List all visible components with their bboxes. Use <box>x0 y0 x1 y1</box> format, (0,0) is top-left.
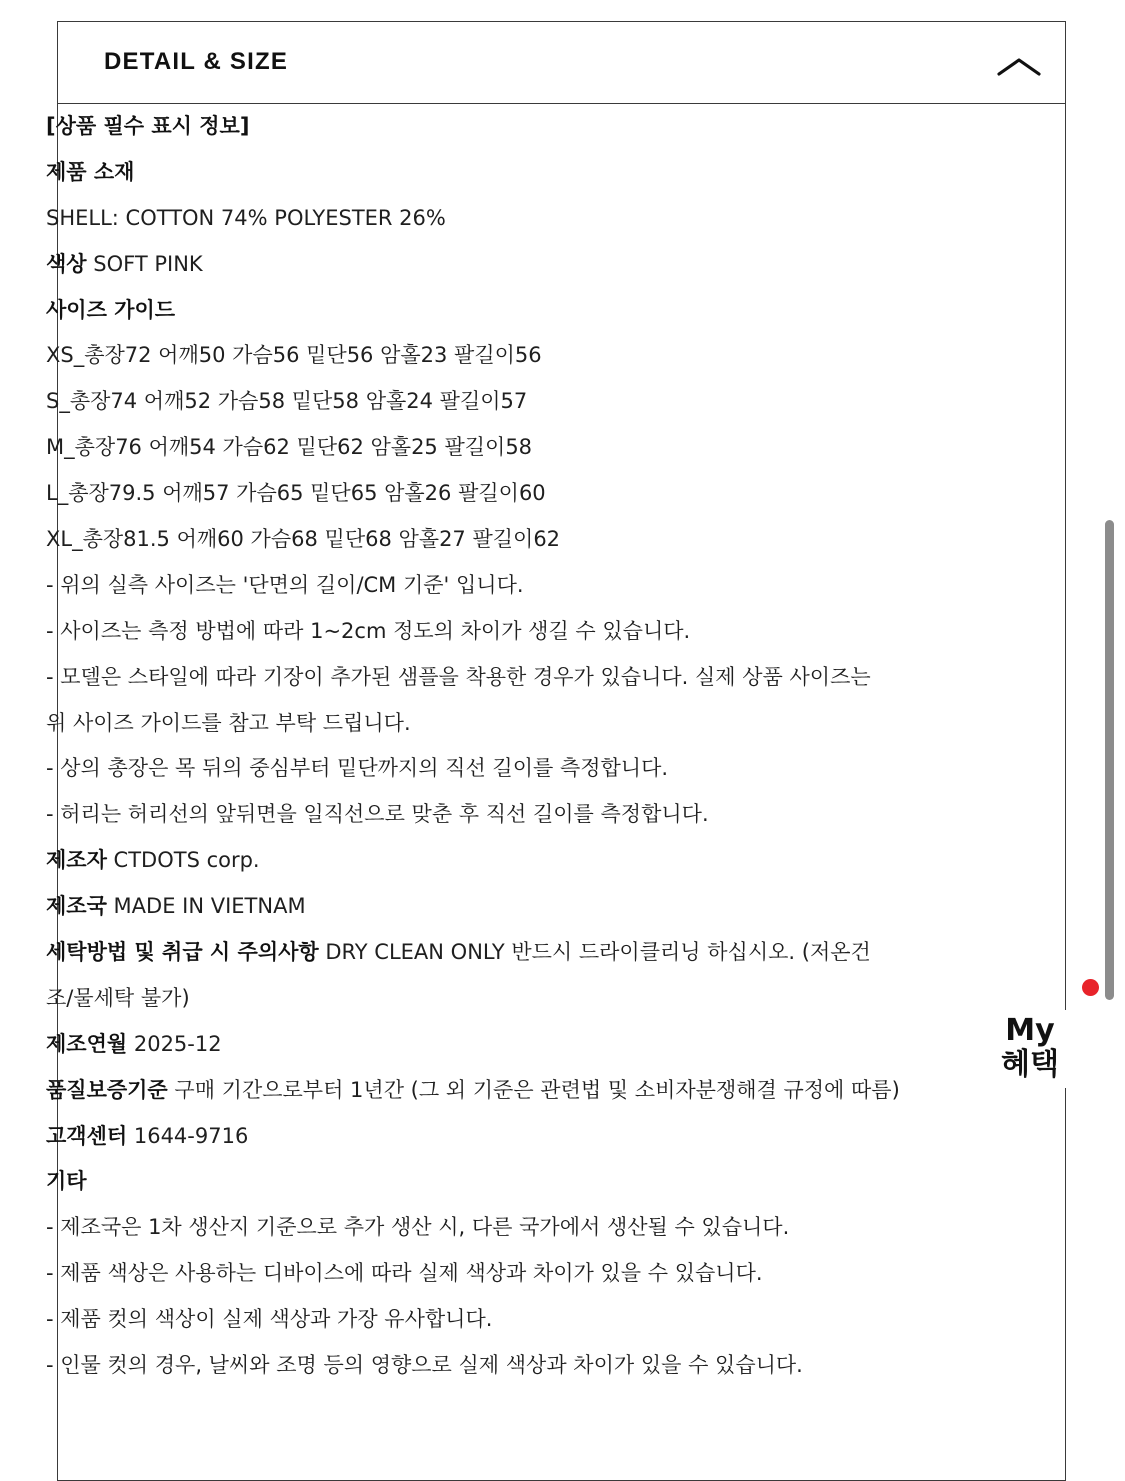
my-benefit-button[interactable] <box>990 1010 1070 1088</box>
warranty-value: 구매 기간으로부터 1년간 (그 외 기준은 관련법 및 소비자분쟁해결 규정에 따 <box>174 1077 872 1102</box>
color-row <box>46 242 966 288</box>
care-value: DRY CLEAN ONLY 반드시 드라이클리닝 하십시오. (저온건 <box>325 940 871 965</box>
etc-note: - 제품 컷의 색상이 실제 색상과 가장 유사합니다. <box>46 1307 493 1332</box>
manufacturer-row <box>46 838 966 884</box>
country-row <box>46 884 966 930</box>
size-note: - 상의 총장은 목 뒤의 중심부터 밑단까지의 직선 길이를 측정합니다. <box>46 756 669 781</box>
color-label: 색상 <box>46 251 87 276</box>
care-label: 세탁방법 및 취급 시 주의사항 <box>46 940 319 965</box>
customer-center-value: 1644-9716 <box>133 1123 249 1148</box>
size-row-s: S_총장74 어깨52 가슴58 밑단58 암홀24 팔길이57 <box>46 389 528 414</box>
etc-note: - 제조국은 1차 생산지 기준으로 추가 생산 시, 다른 국가에서 생산될 수 있습니다. <box>46 1215 790 1240</box>
etc-note: - 제품 색상은 사용하는 디바이스에 따라 실제 색상과 차이가 있을 수 있습니다. <box>46 1261 763 1286</box>
size-row-xl: XL_총장81.5 어깨60 가슴68 밑단68 암홀27 팔길이62 <box>46 527 561 552</box>
scrollbar[interactable] <box>1105 520 1114 1000</box>
manufacture-date-value: 2025-12 <box>133 1031 222 1056</box>
color-value: SOFT PINK <box>93 251 203 276</box>
size-row-m: M_총장76 어깨54 가슴62 밑단62 암홀25 팔길이58 <box>46 435 533 460</box>
size-row-xs: XS_총장72 어깨50 가슴56 밑단56 암홀23 팔길이56 <box>46 343 542 368</box>
warranty-row <box>46 1068 966 1114</box>
benefit-label: 혜택 <box>1001 1047 1059 1082</box>
panel-title: DETAIL & SIZE <box>104 48 289 75</box>
my-label: My <box>1005 1013 1055 1048</box>
etc-note: - 인물 컷의 경우, 날씨와 조명 등의 영향으로 실제 색상과 차이가 있을 수 있습니다. <box>46 1353 803 1378</box>
size-guide-label: 사이즈 가이드 <box>46 297 176 322</box>
customer-center-row <box>46 1114 966 1160</box>
section-title: [상품 필수 표시 정보] <box>46 114 250 138</box>
manufacture-date-label: 제조연월 <box>46 1031 128 1056</box>
size-note: - 사이즈는 측정 방법에 따라 1~2cm 정도의 차이가 생길 수 있습니다. <box>46 618 691 643</box>
manufacturer-label: 제조자 <box>46 848 107 873</box>
customer-center-label: 고객센터 <box>46 1123 128 1148</box>
product-info-content <box>46 104 966 1389</box>
warranty-label: 품질보증기준 <box>46 1077 168 1102</box>
country-label: 제조국 <box>46 894 107 919</box>
notification-dot <box>1082 979 1099 996</box>
care-value-cont: 조/물세탁 불가) <box>46 985 190 1010</box>
chevron-up-icon[interactable] <box>995 52 1043 80</box>
care-row <box>46 930 966 976</box>
country-value: MADE IN VIETNAM <box>113 894 306 919</box>
material-value: SHELL: COTTON 74% POLYESTER 26% <box>46 205 446 230</box>
manufacturer-value: CTDOTS corp. <box>113 848 260 873</box>
warranty-value-cut: 름) <box>871 1077 900 1102</box>
size-note: - 위의 실측 사이즈는 '단면의 길이/CM 기준' 입니다. <box>46 572 524 597</box>
material-label: 제품 소재 <box>46 159 135 184</box>
size-row-l: L_총장79.5 어깨57 가슴65 밑단65 암홀26 팔길이60 <box>46 481 546 506</box>
manufacture-date-row <box>46 1022 966 1068</box>
size-note: - 허리는 허리선의 앞뒤면을 일직선으로 맞춘 후 직선 길이를 측정합니다. <box>46 802 709 827</box>
etc-label: 기타 <box>46 1169 87 1194</box>
accordion-header[interactable] <box>58 22 1065 104</box>
size-note: 위 사이즈 가이드를 참고 부탁 드립니다. <box>46 710 411 735</box>
size-note: - 모델은 스타일에 따라 기장이 추가된 샘플을 착용한 경우가 있습니다. 실제 상품 사이즈는 <box>46 664 871 689</box>
